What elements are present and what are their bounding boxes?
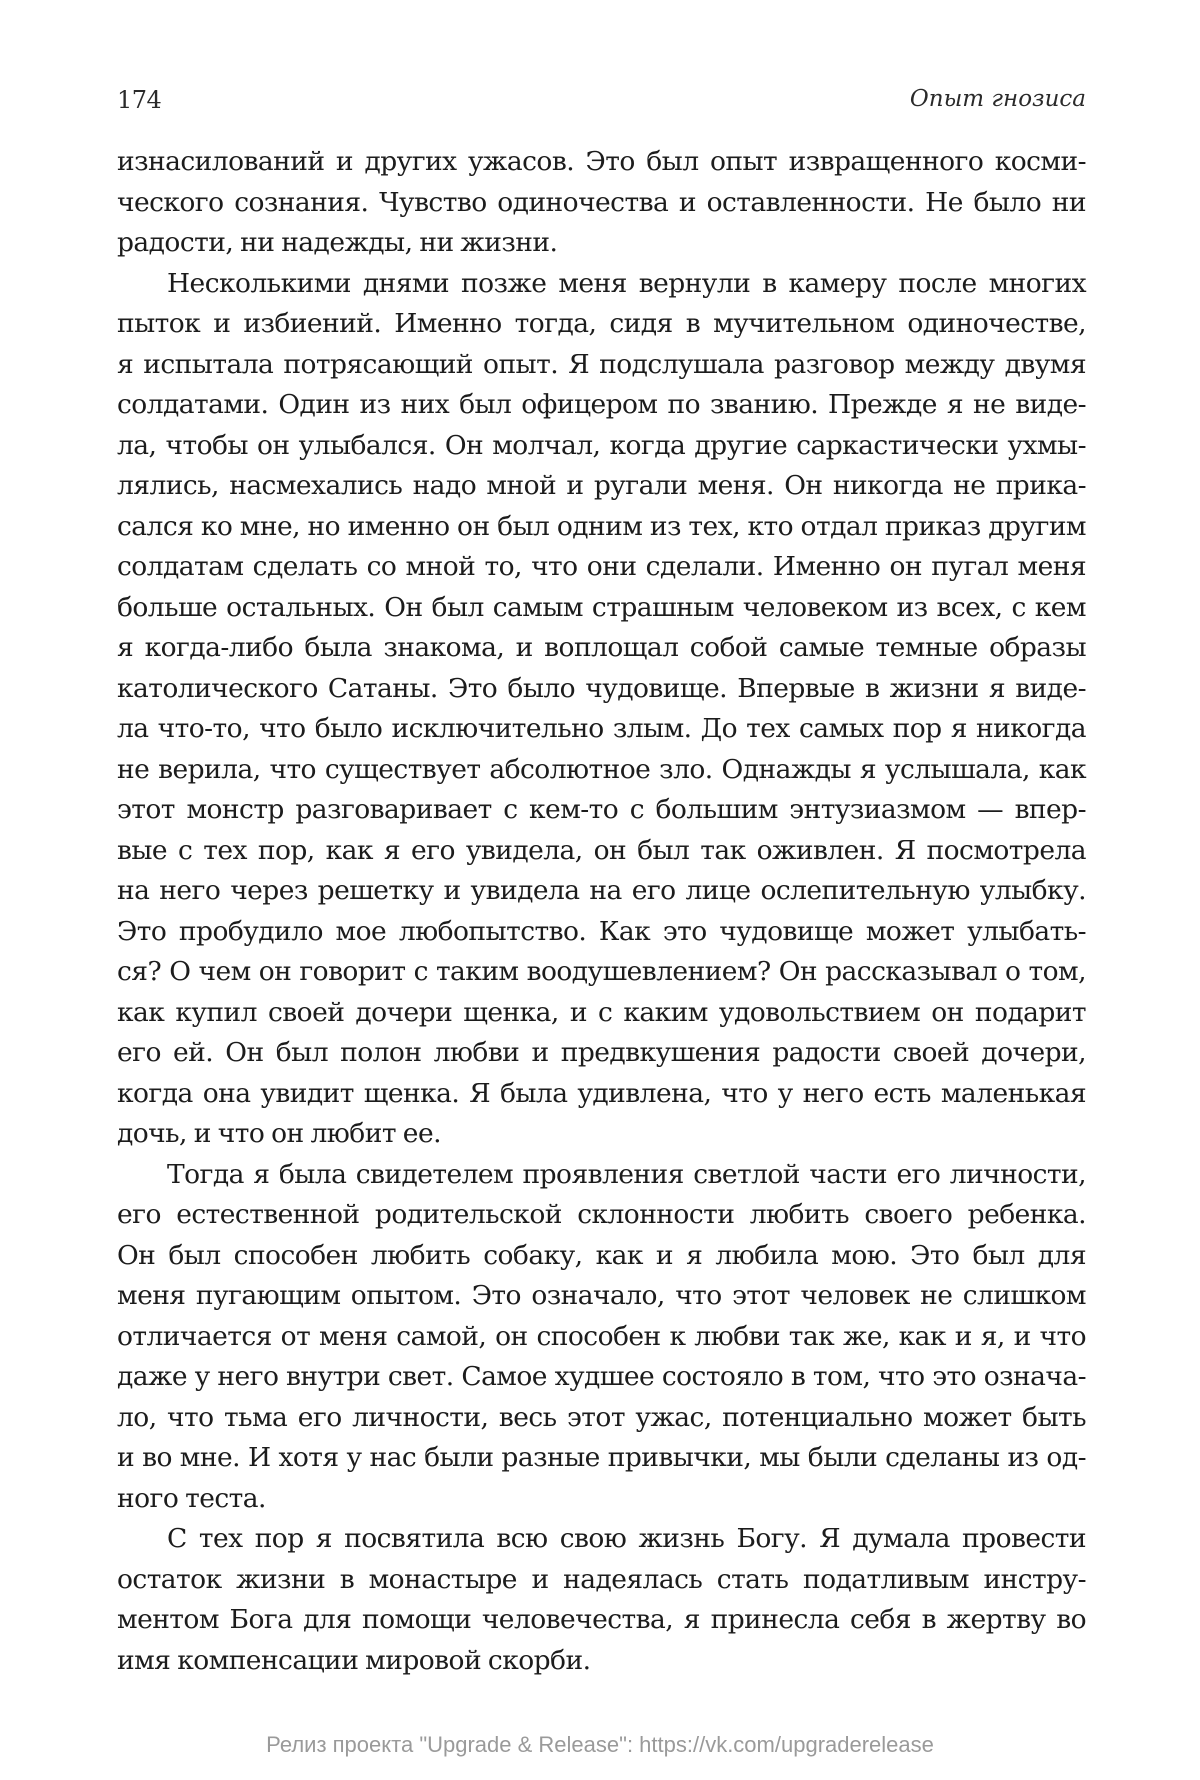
paragraph	[117, 1155, 1086, 1520]
text-line: Это пробудило мое любопытство. Как это чудовище может улыбать-	[117, 912, 1086, 953]
book-page	[0, 0, 1200, 1780]
text-line: и во мне. И хотя у нас были разные привычки, мы были сделаны из од-	[117, 1438, 1086, 1479]
text-line: имя компенсации мировой скорби.	[117, 1641, 1086, 1682]
text-line: радости, ни надежды, ни жизни.	[117, 223, 1086, 264]
text-line: я испытала потрясающий опыт. Я подслушала разговор между двумя	[117, 345, 1086, 386]
paragraph	[117, 1519, 1086, 1681]
text-line: остаток жизни в монастыре и надеялась стать податливым инстру-	[117, 1560, 1086, 1601]
text-line: ла, чтобы он улыбался. Он молчал, когда другие саркастически ухмы-	[117, 426, 1086, 467]
text-line: лялись, насмехались надо мной и ругали меня. Он никогда не прика-	[117, 466, 1086, 507]
text-line: этот монстр разговаривает с кем-то с большим энтузиазмом — впер-	[117, 790, 1086, 831]
text-line: меня пугающим опытом. Это означало, что этот человек не слишком	[117, 1276, 1086, 1317]
paragraph	[117, 142, 1086, 264]
text-line: на него через решетку и увидела на его лице ослепительную улыбку.	[117, 871, 1086, 912]
text-line: солдатам сделать со мной то, что они сделали. Именно он пугал меня	[117, 547, 1086, 588]
text-line: ся? О чем он говорит с таким воодушевлением? Он рассказывал о том,	[117, 952, 1086, 993]
text-line: вые с тех пор, как я его увидела, он был так оживлен. Я посмотрела	[117, 831, 1086, 872]
text-line: ментом Бога для помощи человечества, я принесла себя в жертву во	[117, 1600, 1086, 1641]
text-line: как купил своей дочери щенка, и с каким удовольствием он подарит	[117, 993, 1086, 1034]
running-title: Опыт гнозиса	[910, 86, 1086, 112]
text-line: Несколькими днями позже меня вернули в камеру после многих	[117, 264, 1086, 305]
release-footer: Релиз проекта "Upgrade & Release": https://vk.com/upgraderelease	[0, 1732, 1200, 1758]
text-line: ло, что тьма его личности, весь этот ужас, потенциально может быть	[117, 1398, 1086, 1439]
text-line: Он был способен любить собаку, как и я любила мою. Это был для	[117, 1236, 1086, 1277]
text-line: С тех пор я посвятила всю свою жизнь Богу. Я думала провести	[117, 1519, 1086, 1560]
text-line: его естественной родительской склонности любить своего ребенка.	[117, 1195, 1086, 1236]
text-line: ла что-то, что было исключительно злым. До тех самых пор я никогда	[117, 709, 1086, 750]
page-number: 174	[117, 86, 161, 114]
text-line: не верила, что существует абсолютное зло. Однажды я услышала, как	[117, 750, 1086, 791]
text-line: отличается от меня самой, он способен к любви так же, как и я, и что	[117, 1317, 1086, 1358]
text-line: больше остальных. Он был самым страшным человеком из всех, с кем	[117, 588, 1086, 629]
text-line: изнасилований и других ужасов. Это был опыт извращенного косми-	[117, 142, 1086, 183]
text-line: его ей. Он был полон любви и предвкушения радости своей дочери,	[117, 1033, 1086, 1074]
text-line: даже у него внутри свет. Самое худшее состояло в том, что это означа-	[117, 1357, 1086, 1398]
body-text	[117, 142, 1086, 1681]
text-line: католического Сатаны. Это было чудовище. Впервые в жизни я виде-	[117, 669, 1086, 710]
paragraph	[117, 264, 1086, 1155]
text-line: я когда-либо была знакома, и воплощал собой самые темные образы	[117, 628, 1086, 669]
text-line: ческого сознания. Чувство одиночества и оставленности. Не было ни	[117, 183, 1086, 224]
text-line: когда она увидит щенка. Я была удивлена, что у него есть маленькая	[117, 1074, 1086, 1115]
text-line: ного теста.	[117, 1479, 1086, 1520]
text-line: сался ко мне, но именно он был одним из тех, кто отдал приказ другим	[117, 507, 1086, 548]
text-line: дочь, и что он любит ее.	[117, 1114, 1086, 1155]
text-line: солдатами. Один из них был офицером по званию. Прежде я не виде-	[117, 385, 1086, 426]
text-line: пыток и избиений. Именно тогда, сидя в мучительном одиночестве,	[117, 304, 1086, 345]
text-line: Тогда я была свидетелем проявления светлой части его личности,	[117, 1155, 1086, 1196]
page-header	[117, 86, 1086, 126]
